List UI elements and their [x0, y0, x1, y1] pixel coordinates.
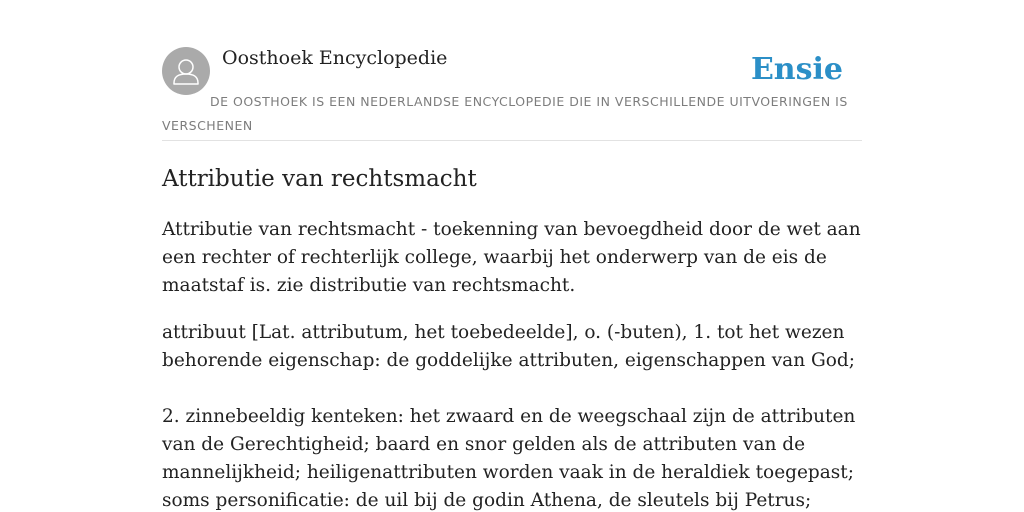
- user-avatar-icon[interactable]: [162, 47, 210, 95]
- article-paragraph: attribuut [Lat. attributum, het toebedeelde], o. (-buten), 1. tot het wezen behorende eigenschap: de goddelijke attributen, eigenschappen van God;: [162, 322, 855, 371]
- article-title: Attributie van rechtsmacht: [162, 166, 477, 192]
- article-paragraph: 2. zinnebeeldig kenteken: het zwaard en de weegschaal zijn de attributen van de Gerechtigheid; baard en snor gelden als de attributen van de mannelijkheid; heiligenattributen worden vaak in de heraldiek toegepast; soms personificatie: de uil bij de godin Athena, de sleutels bij Petrus;: [162, 406, 856, 511]
- article-paragraph: Attributie van rechtsmacht - toekenning van bevoegdheid door de wet aan een rechter of rechterlijk college, waarbij het onderwerp van de eis de maatstaf is. zie distributie van rechtsmacht.: [162, 219, 861, 296]
- site-tagline: DE OOSTHOEK IS EEN NEDERLANDSE ENCYCLOPEDIE DIE IN VERSCHILLENDE UITVOERINGEN IS VERSCHENEN: [162, 94, 848, 133]
- site-header: [162, 46, 862, 141]
- article: [162, 162, 862, 512]
- site-title[interactable]: Oosthoek Encyclopedie: [222, 47, 448, 69]
- brand-logo[interactable]: Ensie: [750, 52, 843, 87]
